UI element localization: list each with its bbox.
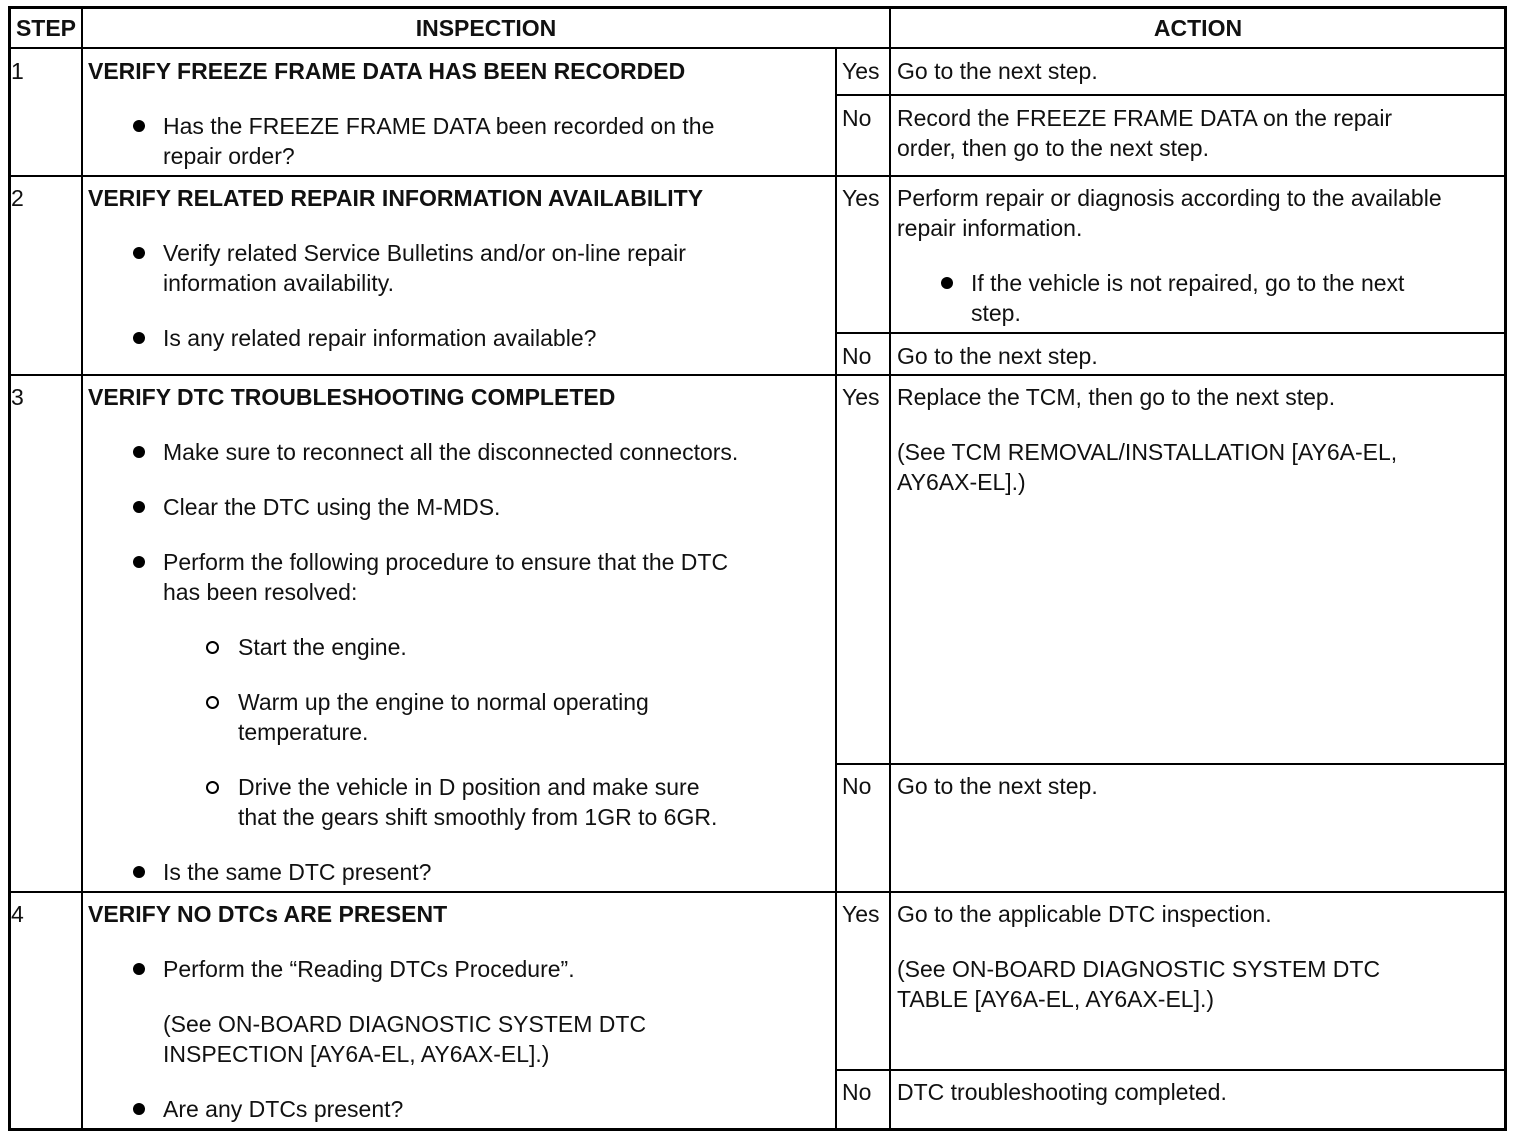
- inspection-subitem: Drive the vehicle in D position and make sure: [238, 774, 700, 800]
- bullet-icon: [133, 963, 145, 975]
- inspection-subitem: that the gears shift smoothly from 1GR to 6GR.: [238, 804, 718, 830]
- yes-action-bullet: If the vehicle is not repaired, go to the next: [971, 270, 1405, 296]
- yes-action: Go to the applicable DTC inspection.: [897, 901, 1272, 927]
- inspection-item: Is any related repair information available?: [163, 325, 597, 351]
- sub-bullet-icon: [206, 696, 219, 709]
- yes-label: Yes: [842, 185, 880, 211]
- inspection-item: repair order?: [163, 143, 295, 169]
- step-number: 4: [11, 901, 24, 927]
- bullet-icon: [133, 1103, 145, 1115]
- no-action: Go to the next step.: [897, 343, 1098, 369]
- bullet-icon: [133, 247, 145, 259]
- step-number: 2: [11, 185, 24, 211]
- inspection-item: Clear the DTC using the M-MDS.: [163, 494, 501, 520]
- inspection-item: Verify related Service Bulletins and/or on-line repair: [163, 240, 686, 266]
- yes-reference: AY6AX-EL].): [897, 469, 1026, 495]
- yes-label: Yes: [842, 58, 880, 84]
- bullet-icon: [133, 120, 145, 132]
- yes-action: repair information.: [897, 215, 1083, 241]
- row-divider-4-yesno: [835, 1069, 1507, 1071]
- bullet-icon: [133, 446, 145, 458]
- row-divider-header: [8, 47, 1507, 49]
- header-step: STEP: [15, 15, 77, 41]
- yes-action-bullet: step.: [971, 300, 1021, 326]
- yes-reference: (See TCM REMOVAL/INSTALLATION [AY6A-EL,: [897, 439, 1398, 465]
- step-title: VERIFY RELATED REPAIR INFORMATION AVAILABILITY: [88, 185, 704, 211]
- no-action: Record the FREEZE FRAME DATA on the repair: [897, 105, 1393, 131]
- no-label: No: [842, 105, 872, 131]
- bullet-icon: [133, 332, 145, 344]
- row-divider-2-yesno: [835, 332, 1507, 334]
- yes-reference: TABLE [AY6A-EL, AY6AX-EL].): [897, 986, 1215, 1012]
- yes-label: Yes: [842, 901, 880, 927]
- no-action: order, then go to the next step.: [897, 135, 1209, 161]
- inspection-item: Are any DTCs present?: [163, 1096, 404, 1122]
- no-label: No: [842, 343, 872, 369]
- header-action: ACTION: [1153, 15, 1243, 41]
- header-inspection: INSPECTION: [415, 15, 557, 41]
- inspection-reference: (See ON-BOARD DIAGNOSTIC SYSTEM DTC: [163, 1011, 647, 1037]
- inspection-reference: INSPECTION [AY6A-EL, AY6AX-EL].): [163, 1041, 550, 1067]
- inspection-item: Make sure to reconnect all the disconnected connectors.: [163, 439, 739, 465]
- step-title: VERIFY FREEZE FRAME DATA HAS BEEN RECORDED: [88, 58, 686, 84]
- inspection-item: Is the same DTC present?: [163, 859, 432, 885]
- row-divider-3-yesno: [835, 763, 1507, 765]
- bullet-icon: [133, 556, 145, 568]
- inspection-item: has been resolved:: [163, 579, 358, 605]
- inspection-item: Has the FREEZE FRAME DATA been recorded on the: [163, 113, 715, 139]
- inspection-item: Perform the “Reading DTCs Procedure”.: [163, 956, 575, 982]
- sub-bullet-icon: [206, 781, 219, 794]
- no-action: DTC troubleshooting completed.: [897, 1079, 1227, 1105]
- inspection-item: Perform the following procedure to ensure that the DTC: [163, 549, 729, 575]
- inspection-subitem: temperature.: [238, 719, 369, 745]
- yes-action: Go to the next step.: [897, 58, 1098, 84]
- row-divider-2: [8, 374, 1507, 376]
- step-number: 1: [11, 58, 24, 84]
- yes-action: Replace the TCM, then go to the next step.: [897, 384, 1336, 410]
- col-divider-inspection: [835, 48, 837, 1131]
- no-label: No: [842, 773, 872, 799]
- row-divider-1: [8, 175, 1507, 177]
- step-title: VERIFY DTC TROUBLESHOOTING COMPLETED: [88, 384, 616, 410]
- row-divider-3: [8, 891, 1507, 893]
- yes-reference: (See ON-BOARD DIAGNOSTIC SYSTEM DTC: [897, 956, 1381, 982]
- yes-action: Perform repair or diagnosis according to the available: [897, 185, 1442, 211]
- bullet-icon: [133, 866, 145, 878]
- row-divider-1-yesno: [835, 94, 1507, 96]
- inspection-item: information availability.: [163, 270, 394, 296]
- inspection-subitem: Warm up the engine to normal operating: [238, 689, 649, 715]
- step-number: 3: [11, 384, 24, 410]
- bullet-icon: [941, 277, 953, 289]
- yes-label: Yes: [842, 384, 880, 410]
- no-action: Go to the next step.: [897, 773, 1098, 799]
- no-label: No: [842, 1079, 872, 1105]
- sub-bullet-icon: [206, 641, 219, 654]
- bullet-icon: [133, 501, 145, 513]
- inspection-subitem: Start the engine.: [238, 634, 407, 660]
- step-title: VERIFY NO DTCs ARE PRESENT: [88, 901, 448, 927]
